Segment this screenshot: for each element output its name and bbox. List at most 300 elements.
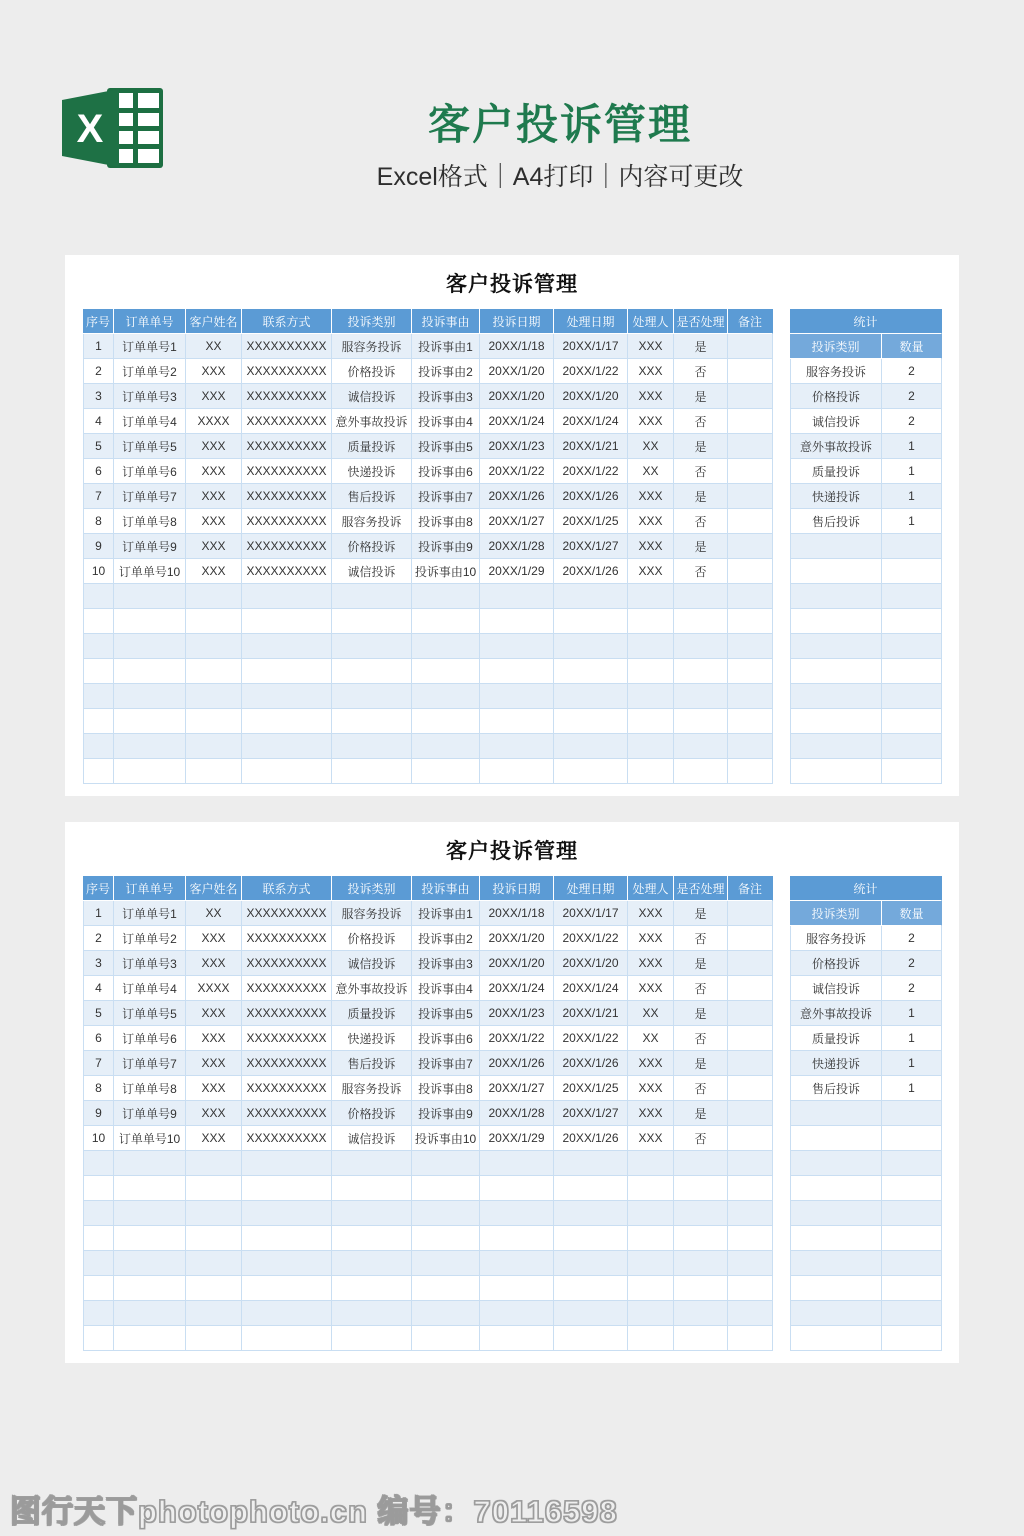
stats-cell: 2 — [882, 384, 942, 409]
empty-cell — [412, 1201, 480, 1226]
cell: 服容务投诉 — [332, 509, 412, 534]
empty-cell — [83, 734, 114, 759]
cell: XXX — [186, 559, 242, 584]
stats-table — [790, 309, 942, 784]
cell: 是 — [674, 951, 728, 976]
empty-cell — [114, 709, 186, 734]
cell: 投诉事由7 — [412, 1051, 480, 1076]
empty-cell — [186, 634, 242, 659]
cell: XXXXXXXXXX — [242, 559, 332, 584]
empty-cell — [332, 584, 412, 609]
empty-cell — [186, 609, 242, 634]
empty-cell — [790, 1101, 882, 1126]
cell: XXX — [186, 1126, 242, 1151]
cell: 订单单号4 — [114, 409, 186, 434]
empty-cell — [728, 684, 773, 709]
empty-cell — [186, 584, 242, 609]
empty-row — [790, 584, 942, 609]
cell — [728, 434, 773, 459]
empty-cell — [186, 759, 242, 784]
watermark-text: 图行天下photophoto.cn 编号：70116598 — [10, 1494, 618, 1529]
empty-cell — [480, 1151, 554, 1176]
cell: 10 — [83, 559, 114, 584]
empty-cell — [674, 584, 728, 609]
cell: XXXX — [186, 409, 242, 434]
empty-cell — [114, 584, 186, 609]
empty-cell — [480, 659, 554, 684]
cell: 投诉事由5 — [412, 434, 480, 459]
empty-cell — [790, 1301, 882, 1326]
stats-cell: 意外事故投诉 — [790, 434, 882, 459]
column-header: 投诉类别 — [332, 309, 412, 334]
stats-cell: 1 — [882, 509, 942, 534]
empty-row — [83, 1226, 773, 1251]
empty-cell — [882, 1126, 942, 1151]
table-row — [83, 534, 773, 559]
empty-row — [790, 1226, 942, 1251]
empty-cell — [628, 1201, 674, 1226]
empty-cell — [83, 1226, 114, 1251]
empty-cell — [114, 1326, 186, 1351]
cell: 订单单号8 — [114, 1076, 186, 1101]
cell: 否 — [674, 1026, 728, 1051]
empty-cell — [728, 1276, 773, 1301]
cell: XXX — [186, 1051, 242, 1076]
cell: XXX — [628, 1051, 674, 1076]
empty-cell — [882, 759, 942, 784]
stats-cell: 2 — [882, 926, 942, 951]
cell: 订单单号7 — [114, 1051, 186, 1076]
cell: 20XX/1/26 — [554, 559, 628, 584]
stats-header-row — [790, 901, 942, 926]
empty-cell — [790, 1226, 882, 1251]
cell: 20XX/1/26 — [554, 484, 628, 509]
empty-cell — [412, 1176, 480, 1201]
cell: 否 — [674, 459, 728, 484]
table-row — [83, 384, 773, 409]
stats-cell: 1 — [882, 1001, 942, 1026]
empty-cell — [628, 1226, 674, 1251]
cell: 是 — [674, 1001, 728, 1026]
cell: XXX — [186, 951, 242, 976]
column-header: 序号 — [83, 876, 114, 901]
empty-cell — [332, 634, 412, 659]
empty-cell — [882, 1151, 942, 1176]
table-row — [790, 484, 942, 509]
table-row — [790, 459, 942, 484]
empty-cell — [412, 684, 480, 709]
cell: XXXXXXXXXX — [242, 926, 332, 951]
cell: 6 — [83, 459, 114, 484]
cell: XXXXXXXXXX — [242, 334, 332, 359]
stats-column-header: 投诉类别 — [790, 334, 882, 359]
empty-cell — [628, 1326, 674, 1351]
empty-cell — [480, 634, 554, 659]
empty-cell — [83, 584, 114, 609]
cell: XXXXXXXXXX — [242, 976, 332, 1001]
cell — [728, 1001, 773, 1026]
empty-row — [790, 1126, 942, 1151]
empty-cell — [480, 759, 554, 784]
cell: 订单单号1 — [114, 901, 186, 926]
cell: XXXXXXXXXX — [242, 359, 332, 384]
cell: 20XX/1/17 — [554, 334, 628, 359]
cell: 价格投诉 — [332, 1101, 412, 1126]
empty-cell — [412, 1251, 480, 1276]
empty-cell — [554, 734, 628, 759]
cell: XXX — [186, 484, 242, 509]
page-subtitle: Excel格式｜A4打印｜内容可更改 — [376, 163, 744, 191]
cell — [728, 1076, 773, 1101]
cell: 是 — [674, 901, 728, 926]
cell: 服容务投诉 — [332, 1076, 412, 1101]
empty-cell — [186, 1226, 242, 1251]
empty-cell — [628, 1251, 674, 1276]
empty-row — [83, 1151, 773, 1176]
cell: 3 — [83, 384, 114, 409]
empty-cell — [83, 1301, 114, 1326]
empty-cell — [114, 634, 186, 659]
empty-cell — [674, 1226, 728, 1251]
cell — [728, 976, 773, 1001]
empty-row — [83, 659, 773, 684]
table-row — [790, 434, 942, 459]
empty-row — [83, 759, 773, 784]
column-header: 处理日期 — [554, 309, 628, 334]
empty-cell — [480, 609, 554, 634]
empty-cell — [480, 1251, 554, 1276]
table-row — [83, 484, 773, 509]
empty-cell — [790, 709, 882, 734]
empty-cell — [728, 1176, 773, 1201]
cell: 20XX/1/27 — [554, 534, 628, 559]
cell — [728, 559, 773, 584]
cell: 否 — [674, 559, 728, 584]
table-row — [83, 509, 773, 534]
empty-cell — [332, 1301, 412, 1326]
empty-cell — [83, 709, 114, 734]
cell — [728, 1026, 773, 1051]
column-header: 联系方式 — [242, 876, 332, 901]
table-row — [83, 434, 773, 459]
empty-cell — [412, 1226, 480, 1251]
empty-cell — [83, 1326, 114, 1351]
empty-cell — [412, 759, 480, 784]
empty-row — [790, 1326, 942, 1351]
cell: XXX — [186, 509, 242, 534]
cell: 20XX/1/27 — [480, 1076, 554, 1101]
empty-row — [83, 1276, 773, 1301]
empty-cell — [882, 1301, 942, 1326]
stats-cell: 意外事故投诉 — [790, 1001, 882, 1026]
empty-cell — [412, 659, 480, 684]
cell: 20XX/1/21 — [554, 434, 628, 459]
cell: 20XX/1/20 — [554, 951, 628, 976]
empty-cell — [728, 1151, 773, 1176]
cell: XXXXXXXXXX — [242, 384, 332, 409]
empty-cell — [242, 609, 332, 634]
stats-cell: 1 — [882, 1026, 942, 1051]
table-row — [790, 951, 942, 976]
cell: 否 — [674, 976, 728, 1001]
empty-cell — [628, 1176, 674, 1201]
empty-cell — [728, 1201, 773, 1226]
empty-cell — [114, 1226, 186, 1251]
table-row — [83, 976, 773, 1001]
cell: 订单单号4 — [114, 976, 186, 1001]
cell: 2 — [83, 926, 114, 951]
empty-cell — [114, 1276, 186, 1301]
cell: 投诉事由2 — [412, 359, 480, 384]
cell: 订单单号2 — [114, 359, 186, 384]
empty-cell — [790, 1151, 882, 1176]
empty-cell — [480, 684, 554, 709]
cell: 订单单号3 — [114, 384, 186, 409]
empty-cell — [882, 609, 942, 634]
cell: 质量投诉 — [332, 434, 412, 459]
cell: 1 — [83, 334, 114, 359]
cell: 投诉事由1 — [412, 334, 480, 359]
cell: 20XX/1/24 — [480, 976, 554, 1001]
stats-column-header: 数量 — [882, 334, 942, 359]
cell: 投诉事由7 — [412, 484, 480, 509]
empty-cell — [332, 1201, 412, 1226]
cell: 投诉事由3 — [412, 384, 480, 409]
cell: 否 — [674, 926, 728, 951]
empty-cell — [882, 1226, 942, 1251]
cell: 6 — [83, 1026, 114, 1051]
empty-cell — [728, 759, 773, 784]
empty-cell — [412, 1301, 480, 1326]
cell: 服容务投诉 — [332, 901, 412, 926]
empty-cell — [83, 759, 114, 784]
cell: 20XX/1/26 — [554, 1051, 628, 1076]
empty-cell — [790, 659, 882, 684]
empty-cell — [332, 1326, 412, 1351]
empty-cell — [480, 1301, 554, 1326]
empty-cell — [554, 1176, 628, 1201]
empty-cell — [728, 659, 773, 684]
cell: 是 — [674, 1101, 728, 1126]
empty-row — [790, 759, 942, 784]
cell: 20XX/1/21 — [554, 1001, 628, 1026]
empty-row — [790, 659, 942, 684]
stats-cell: 2 — [882, 409, 942, 434]
stats-cell: 质量投诉 — [790, 459, 882, 484]
empty-cell — [480, 1176, 554, 1201]
cell: XXX — [628, 334, 674, 359]
cell: XXXXXXXXXX — [242, 901, 332, 926]
cell: XXXXXXXXXX — [242, 1001, 332, 1026]
cell: 售后投诉 — [332, 1051, 412, 1076]
empty-cell — [480, 734, 554, 759]
table-row — [790, 1001, 942, 1026]
empty-cell — [186, 684, 242, 709]
cell: XX — [186, 901, 242, 926]
empty-cell — [114, 684, 186, 709]
cell: XX — [628, 1001, 674, 1026]
empty-cell — [554, 1301, 628, 1326]
empty-cell — [674, 634, 728, 659]
empty-cell — [332, 1151, 412, 1176]
empty-cell — [554, 709, 628, 734]
column-header: 是否处理 — [674, 309, 728, 334]
cell: 快递投诉 — [332, 459, 412, 484]
empty-cell — [480, 1226, 554, 1251]
cell — [728, 951, 773, 976]
cell: 20XX/1/18 — [480, 901, 554, 926]
empty-cell — [554, 1151, 628, 1176]
table-row — [790, 1076, 942, 1101]
stats-title-row — [790, 876, 942, 901]
empty-cell — [242, 1276, 332, 1301]
stats-cell: 售后投诉 — [790, 1076, 882, 1101]
cell: 20XX/1/25 — [554, 509, 628, 534]
cell: XXXXXXXXXX — [242, 509, 332, 534]
cell: 质量投诉 — [332, 1001, 412, 1026]
empty-cell — [242, 1251, 332, 1276]
cell: 价格投诉 — [332, 359, 412, 384]
cell — [728, 384, 773, 409]
cell: 20XX/1/28 — [480, 534, 554, 559]
cell — [728, 1101, 773, 1126]
empty-cell — [882, 1201, 942, 1226]
cell: 20XX/1/29 — [480, 559, 554, 584]
empty-cell — [674, 1151, 728, 1176]
cell: 20XX/1/23 — [480, 434, 554, 459]
empty-cell — [332, 684, 412, 709]
empty-cell — [882, 534, 942, 559]
cell: XXXXXXXXXX — [242, 434, 332, 459]
stats-cell: 服容务投诉 — [790, 359, 882, 384]
empty-cell — [83, 609, 114, 634]
cell: 7 — [83, 484, 114, 509]
empty-cell — [882, 559, 942, 584]
column-header: 备注 — [728, 309, 773, 334]
stats-cell: 服容务投诉 — [790, 926, 882, 951]
table-row — [790, 926, 942, 951]
empty-cell — [628, 1151, 674, 1176]
empty-cell — [790, 684, 882, 709]
cell: 否 — [674, 509, 728, 534]
svg-text:X: X — [76, 107, 104, 151]
empty-row — [790, 634, 942, 659]
empty-cell — [186, 709, 242, 734]
empty-cell — [628, 609, 674, 634]
empty-cell — [554, 759, 628, 784]
table-row — [83, 559, 773, 584]
table-row — [83, 951, 773, 976]
empty-cell — [790, 1201, 882, 1226]
cell — [728, 926, 773, 951]
stats-cell: 价格投诉 — [790, 951, 882, 976]
cell: XXX — [186, 1101, 242, 1126]
cell: 20XX/1/24 — [554, 409, 628, 434]
empty-cell — [674, 1276, 728, 1301]
cell: 9 — [83, 534, 114, 559]
table-row — [83, 459, 773, 484]
cell: XXX — [628, 509, 674, 534]
empty-row — [790, 609, 942, 634]
sheet-preview-1 — [65, 255, 959, 796]
empty-cell — [242, 1176, 332, 1201]
empty-cell — [242, 584, 332, 609]
cell: XXXXXXXXXX — [242, 1126, 332, 1151]
empty-cell — [790, 1126, 882, 1151]
stats-column-header: 投诉类别 — [790, 901, 882, 926]
sheet-preview-2 — [65, 822, 959, 1363]
cell: 否 — [674, 1126, 728, 1151]
empty-cell — [114, 1151, 186, 1176]
empty-cell — [242, 709, 332, 734]
cell: 20XX/1/24 — [480, 409, 554, 434]
empty-cell — [628, 1301, 674, 1326]
empty-cell — [674, 1176, 728, 1201]
table-row — [83, 334, 773, 359]
column-header: 处理日期 — [554, 876, 628, 901]
cell: XX — [186, 334, 242, 359]
cell: XXX — [628, 559, 674, 584]
stats-cell: 2 — [882, 951, 942, 976]
empty-row — [83, 609, 773, 634]
empty-cell — [83, 634, 114, 659]
stats-title: 统计 — [790, 876, 942, 901]
cell: XXX — [186, 434, 242, 459]
cell: 是 — [674, 484, 728, 509]
empty-row — [790, 1276, 942, 1301]
cell: 诚信投诉 — [332, 1126, 412, 1151]
complaints-table — [83, 309, 773, 784]
column-header: 订单单号 — [114, 309, 186, 334]
cell: XXX — [628, 951, 674, 976]
cell: XXXXXXXXXX — [242, 1026, 332, 1051]
cell: 订单单号2 — [114, 926, 186, 951]
empty-cell — [332, 734, 412, 759]
empty-cell — [728, 734, 773, 759]
cell: 4 — [83, 976, 114, 1001]
empty-cell — [480, 709, 554, 734]
empty-row — [790, 1101, 942, 1126]
cell — [728, 359, 773, 384]
column-header: 是否处理 — [674, 876, 728, 901]
table-row — [790, 384, 942, 409]
empty-cell — [242, 1301, 332, 1326]
stats-cell: 1 — [882, 1076, 942, 1101]
cell: 2 — [83, 359, 114, 384]
empty-cell — [480, 584, 554, 609]
empty-cell — [83, 684, 114, 709]
empty-cell — [242, 1151, 332, 1176]
empty-cell — [882, 659, 942, 684]
empty-cell — [628, 659, 674, 684]
cell: 投诉事由6 — [412, 1026, 480, 1051]
cell: XXX — [628, 534, 674, 559]
cell: 20XX/1/22 — [554, 926, 628, 951]
cell: 20XX/1/20 — [480, 926, 554, 951]
empty-cell — [728, 1226, 773, 1251]
cell: 3 — [83, 951, 114, 976]
cell: 20XX/1/25 — [554, 1076, 628, 1101]
empty-cell — [628, 734, 674, 759]
cell: 20XX/1/22 — [480, 1026, 554, 1051]
empty-cell — [242, 759, 332, 784]
empty-cell — [674, 759, 728, 784]
cell: 是 — [674, 1051, 728, 1076]
stats-header-row — [790, 334, 942, 359]
empty-cell — [83, 1201, 114, 1226]
empty-row — [790, 1251, 942, 1276]
empty-row — [790, 734, 942, 759]
